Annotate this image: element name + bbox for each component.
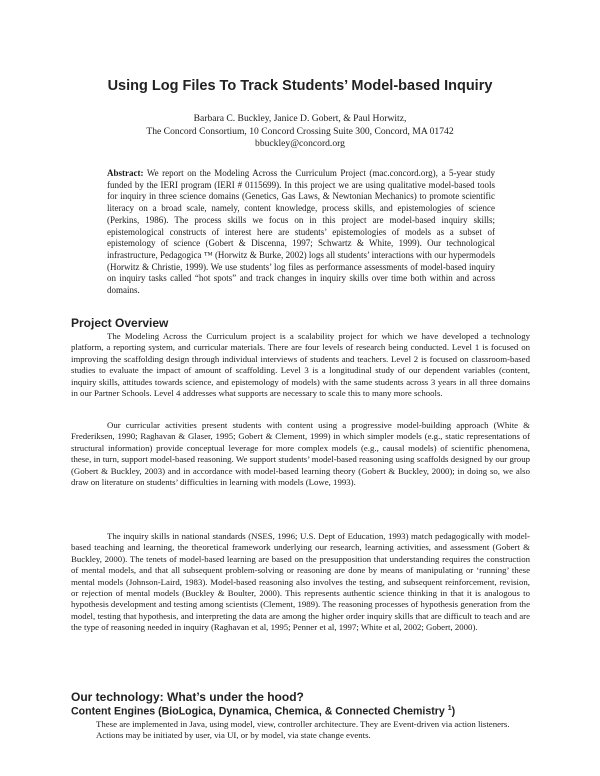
section-heading-overview: Project Overview xyxy=(71,316,169,330)
abstract xyxy=(107,168,495,297)
subsection-heading-close: ) xyxy=(451,705,456,718)
footnote-marker: 1 xyxy=(447,705,452,712)
abstract-label: Abstract: xyxy=(107,168,144,178)
overview-paragraph-3-text: The inquiry skills in national standards (NSES, 1996; U.S. Dept of Education, 1993) match pedagogically with model-based teaching and learning, the theoretical framework underlying our research, learning activities, and assessment (Gobert & Buckley, 2000). The tenets of model-based learning are based on the presupposition that understanding requires the construction of mental models, and that all subsequent problem-solving or reasoning are done by means of manipulating or ‘running’ these mental models (Johnson-Laird, 1983). Model-based reasoning also involves the testing, and subsequent reinforcement, revision, or rejection of mental models (Buckley & Boulter, 2000). This represents authentic science thinking in that it is analogous to hypothesis development and testing among scientists (Clement, 1989). The reasoning processes of hypothesis generation from the model, testing that hypothesis, and interpreting the data are among the higher order inquiry skills that are difficult to teach and are the type of reasoning needed in inquiry (Raghavan et al, 1995; Penner et al, 1997; White et al, 2002; Gobert, 2000). xyxy=(71,531,530,633)
author-email: bbuckley@concord.org xyxy=(255,138,345,150)
paper-title: Using Log Files To Track Students’ Model-based Inquiry xyxy=(107,78,493,94)
subsection-heading-text: Content Engines (BioLogica, Dynamica, Chemica, & Connected Chemistry xyxy=(71,705,445,718)
section-heading-technology: Our technology: What’s under the hood? xyxy=(71,690,304,704)
content-engines-text: These are implemented in Java, using model, view, controller architecture. They are Event-driven via action listeners. Actions may be initiated by user, via UI, or by model, via state change events. xyxy=(96,719,510,741)
abstract-text: We report on the Modeling Across the Curriculum Project (mac.concord.org), a 5-year study funded by the IERI program (IERI # 0115699). In this project we are using qualitative model-based tools for inquiry in three science domains (Genetics, Gas Laws, & Newtonian Mechanics) to promote scientific literacy on a broad scale, namely, content knowledge, process skills, and epistemologies of science (Perkins, 1986). The process skills we focus on in this project are model-based inquiry skills; epistemological constructs of interest here are students’ epistemologies of models as a subset of epistemology of science (Gobert & Discenna, 1997; Schwartz & White, 1999). Our technological infrastructure, Pedagogica ™ (Horwitz & Burke, 2002) logs all students’ interactions with our hypermodels (Horwitz & Christie, 1999). We use students’ log files as performance assessments of model-based inquiry on inquiry tasks called “hot spots” and track changes in inquiry skills over time both within and across domains. xyxy=(107,168,495,296)
overview-paragraph-1 xyxy=(71,331,530,399)
subsection-heading-content-engines xyxy=(71,705,455,718)
overview-paragraph-3 xyxy=(71,531,530,634)
author-affiliation: The Concord Consortium, 10 Concord Crossing Suite 300, Concord, MA 01742 xyxy=(146,125,454,137)
overview-paragraph-1-text: The Modeling Across the Curriculum project is a scalability project for which we have developed a technology platform, a reporting system, and curricular materials. There are four levels of research being conducted. Level 1 is focused on improving the scaffolding design through individual interviews of students and teachers. Level 2 is focused on classroom-based studies to evaluate the impact of amount of scaffolding. Level 3 is a longitudinal study of our dependent variables (content, inquiry skills, attitudes towards science, and epistemology of models) with the same students across 3 years in all three domains in our Partner Schools. Level 4 addresses what supports are necessary to scale this to many more schools. xyxy=(71,331,530,399)
overview-paragraph-2 xyxy=(71,420,530,488)
author-names: Barbara C. Buckley, Janice D. Gobert, & Paul Horwitz, xyxy=(193,113,407,124)
overview-paragraph-2-text: Our curricular activities present students with content using a progressive model-building approach (White & Frederiksen, 1990; Raghavan & Glaser, 1995; Gobert & Clement, 1999) in which simpler models (e.g., static representations of structural information) provide conceptual leverage for more complex models (e.g., causal models) of scientific phenomena, these, in turn, support model-based reasoning. We support students’ model-based reasoning using scaffolds designed by our group (Gobert & Buckley, 2003) and in accordance with model-based learning theory (Gobert & Buckley, 2000); in doing so, we also draw on literature on students’ difficulties in learning with models (Lowe, 1993). xyxy=(71,420,530,488)
author-block xyxy=(100,113,500,151)
